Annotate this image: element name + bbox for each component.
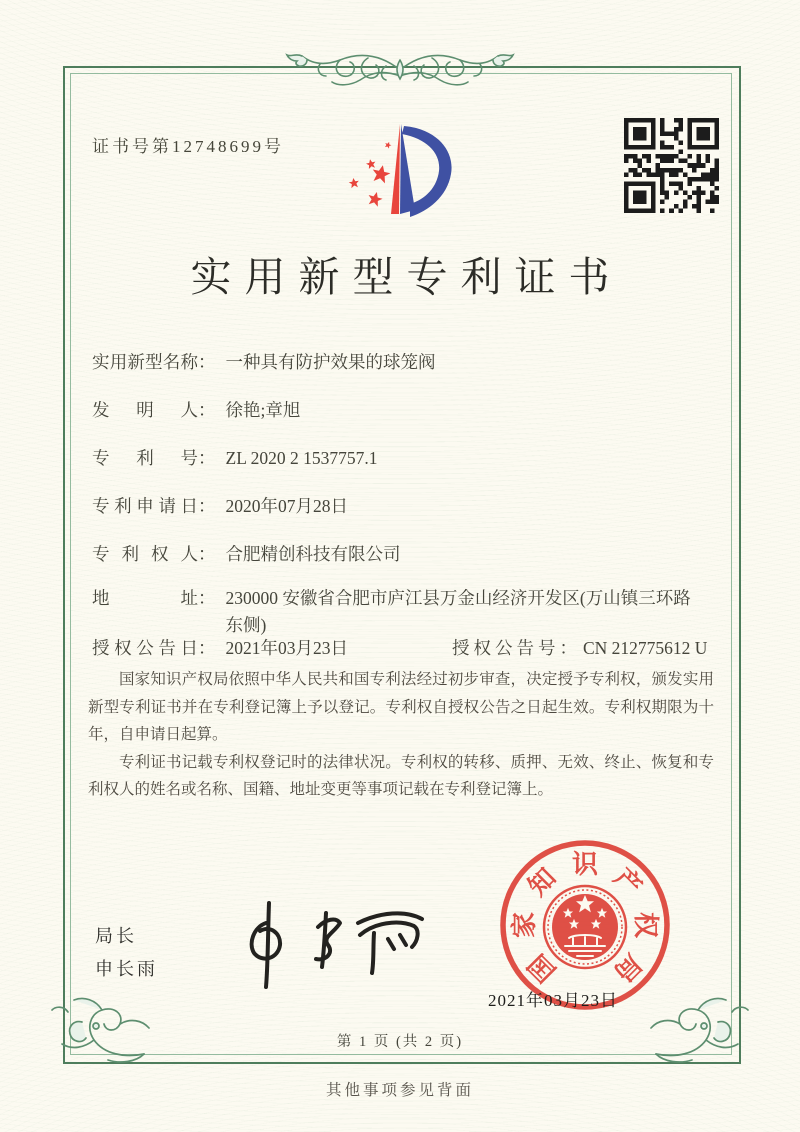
seal-date: 2021年03月23日 xyxy=(488,991,618,1010)
signoff-block xyxy=(95,920,158,986)
field-value-address: 230000 安徽省合肥市庐江县万金山经济开发区(万山镇三环路东侧) xyxy=(225,588,691,636)
national-emblem xyxy=(544,886,626,968)
bottom-left-ornament xyxy=(46,986,158,1072)
qr-code xyxy=(624,118,719,213)
back-note: 其他事项参见背面 xyxy=(325,1082,474,1099)
seal-char: 识 xyxy=(571,850,599,879)
field-label: 发明人 xyxy=(92,400,198,420)
field-row-grant: 授权公告日： 2021年03月23日 授权公告号： CN 212775612 U xyxy=(92,635,722,662)
field-label: 专利权人 xyxy=(92,544,198,564)
field-row-patent-no: 专利号： ZL 2020 2 1537757.1 xyxy=(92,445,722,472)
commissioner-signature xyxy=(222,893,432,993)
commissioner-name: 申长雨 xyxy=(95,959,158,979)
field-row-patentee: 专利权人： 合肥精创科技有限公司 xyxy=(92,541,722,568)
seal-char: 知 xyxy=(522,862,562,902)
field-row-inventor: 发明人： 徐艳;章旭 xyxy=(92,397,722,424)
cnipa-patent-logo xyxy=(338,112,468,234)
seal-char: 家 xyxy=(510,911,539,939)
field-label: 授权公告日 xyxy=(92,638,198,658)
certificate-title: 实用新型专利证书 xyxy=(190,254,623,300)
field-label: 实用新型名称 xyxy=(92,352,198,372)
page-number: 第 1 页 (共 2 页) xyxy=(336,1034,464,1050)
field-value-patent-no: ZL 2020 2 1537757.1 xyxy=(225,448,378,468)
field-value-grant-date: 2021年03月23日 xyxy=(225,638,348,658)
field-label: 地址 xyxy=(92,588,198,608)
field-row-name: 实用新型名称： 一种具有防护效果的球笼阀 xyxy=(92,349,722,376)
field-value-grant-no: CN 212775612 U xyxy=(583,638,708,658)
seal-char: 产 xyxy=(608,862,648,902)
seal-char: 局 xyxy=(608,948,648,988)
field-value-patent-name: 一种具有防护效果的球笼阀 xyxy=(225,352,436,372)
field-row-address: 地址： 230000 安徽省合肥市庐江县万金山经济开发区(万山镇三环路东侧) xyxy=(92,585,722,639)
field-row-filing-date: 专利申请日： 2020年07月28日 xyxy=(92,493,722,520)
top-border-ornament xyxy=(268,36,532,96)
certificate-number: 证书号第12748699号 xyxy=(92,137,284,156)
legal-paragraph-1: 国家知识产权局依照中华人民共和国专利法经过初步审查，决定授予专利权，颁发实用新型专利证书并在专利登记簿上予以登记。专利权自授权公告之日起生效。专利权期限为十年，自申请日起算。 xyxy=(88,671,714,744)
field-label: 授权公告号 xyxy=(452,638,560,658)
legal-text-block xyxy=(88,666,714,804)
seal-char: 权 xyxy=(631,911,660,939)
field-label: 专利申请日 xyxy=(92,496,198,516)
seal-char: 国 xyxy=(522,948,562,988)
field-label: 专利号 xyxy=(92,448,198,468)
field-value-inventor: 徐艳;章旭 xyxy=(225,400,301,420)
field-value-filing-date: 2020年07月28日 xyxy=(225,496,348,516)
commissioner-title: 局长 xyxy=(95,926,137,946)
legal-paragraph-2: 专利证书记载专利权登记时的法律状况。专利权的转移、质押、无效、终止、恢复和专利权人的姓名或名称、国籍、地址变更等事项记载在专利登记簿上。 xyxy=(88,753,714,799)
field-value-patentee: 合肥精创科技有限公司 xyxy=(225,544,401,564)
